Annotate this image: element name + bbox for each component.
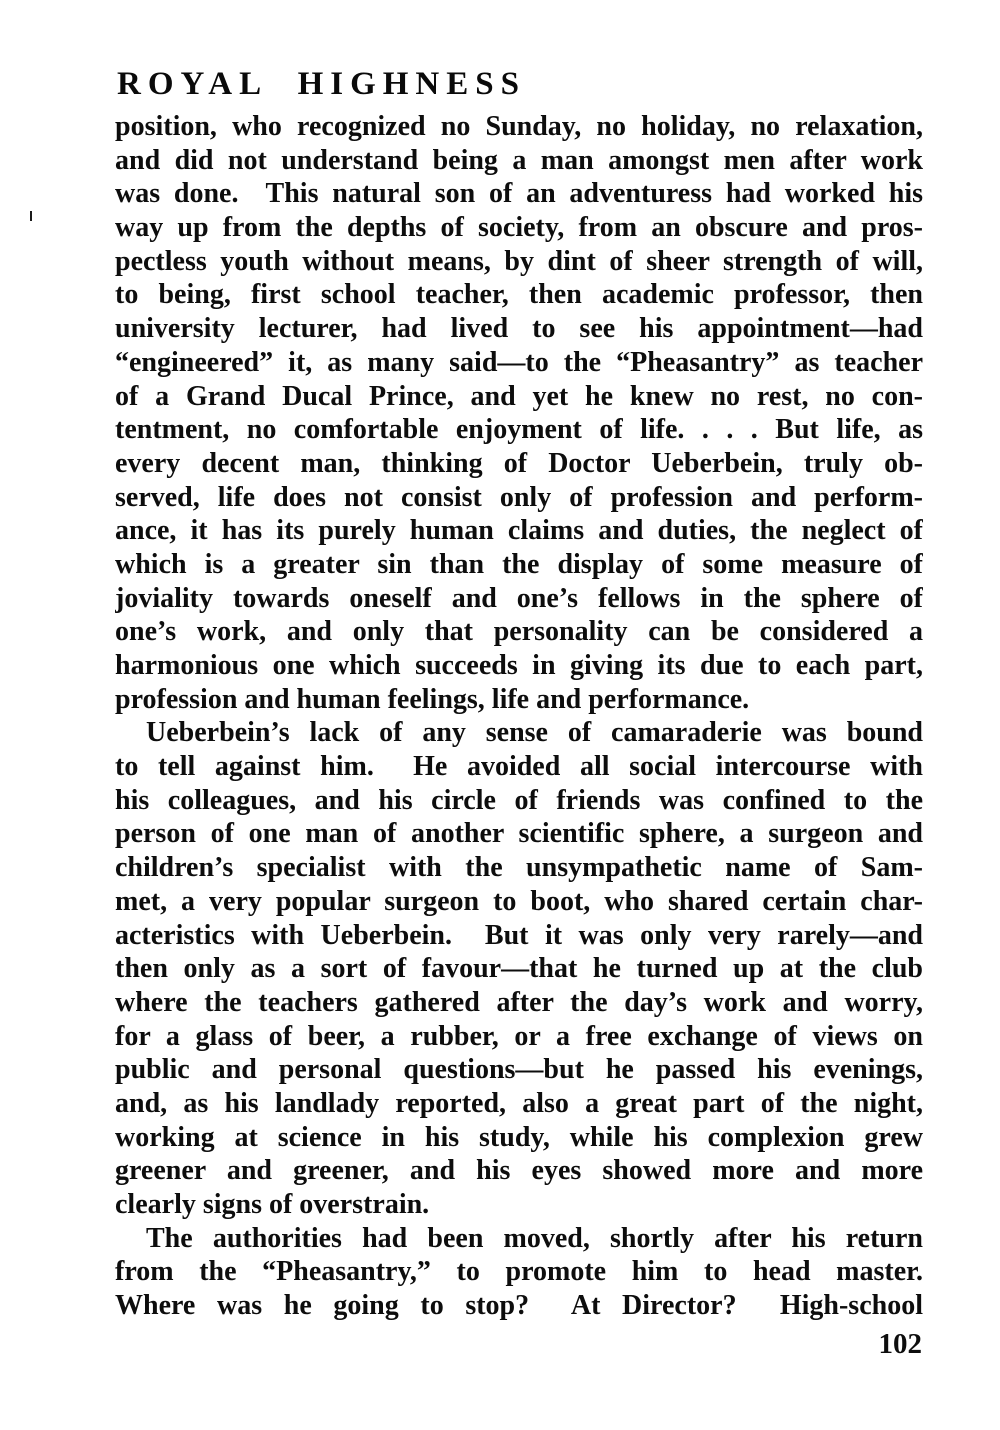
text-line: to being, first school teacher, then academic professor, then (115, 279, 923, 311)
text-line: profession and human feelings, life and performance. (115, 683, 750, 715)
running-header: ROYAL HIGHNESS (117, 66, 526, 102)
text-line: for a glass of beer, a rubber, or a free exchange of views on (115, 1020, 923, 1052)
text-line: of a Grand Ducal Prince, and yet he knew no rest, no con- (115, 380, 923, 412)
text-line: and did not understand being a man amongst men after work (115, 144, 923, 176)
text-line: every decent man, thinking of Doctor Ueberbein, truly ob- (115, 447, 923, 479)
text-line: harmonious one which succeeds in giving its due to each part, (115, 650, 923, 681)
text-line: children’s specialist with the unsympathetic name of Sam- (115, 852, 923, 884)
text-line: The authorities had been moved, shortly after his return (146, 1222, 923, 1254)
text-line: which is a greater sin than the display of some measure of (115, 548, 923, 580)
text-line: one’s work, and only that personality can be considered a (115, 616, 923, 648)
text-line: public and personal questions—but he passed his evenings, (115, 1054, 923, 1086)
text-line: “engineered” it, as many said—to the “Pheasantry” as teacher (115, 346, 923, 378)
text-line: greener and greener, and his eyes showed more and more (115, 1155, 923, 1187)
text-line: and, as his landlady reported, also a great part of the night, (115, 1087, 923, 1119)
text-line: clearly signs of overstrain. (115, 1189, 430, 1220)
body-text (115, 110, 923, 1323)
text-line: to tell against him. He avoided all social intercourse with (115, 751, 923, 783)
text-line: served, life does not consist only of profession and perform- (115, 481, 923, 513)
text-line: university lecturer, had lived to see his appointment—had (115, 313, 923, 345)
text-line: where the teachers gathered after the day’s work and worry, (115, 986, 923, 1018)
text-line: his colleagues, and his circle of friends was confined to the (115, 784, 923, 816)
text-line: Ueberbein’s lack of any sense of camaraderie was bound (146, 717, 923, 749)
text-line: pectless youth without means, by dint of sheer strength of will, (115, 245, 923, 277)
text-line: person of one man of another scientific sphere, a surgeon and (115, 818, 923, 850)
text-line: position, who recognized no Sunday, no holiday, no relaxation, (115, 111, 923, 142)
text-line: then only as a sort of favour—that he turned up at the club (115, 953, 923, 985)
text-line: from the “Pheasantry,” to promote him to head master. (115, 1256, 923, 1288)
text-line: Where was he going to stop? At Director? High-school (115, 1290, 923, 1322)
text-line: way up from the depths of society, from an obscure and pros- (115, 212, 923, 244)
page-number: 102 (878, 1328, 922, 1360)
text-line: joviality towards oneself and one’s fellows in the sphere of (115, 582, 923, 614)
text-line: tentment, no comfortable enjoyment of life. . . . But life, as (115, 414, 923, 446)
text-line: ance, it has its purely human claims and duties, the neglect of (115, 515, 923, 547)
text-line: met, a very popular surgeon to boot, who shared certain char- (115, 885, 923, 917)
text-line: working at science in his study, while his complexion grew (115, 1121, 923, 1153)
scan-artifact-mark (30, 211, 32, 221)
text-line: acteristics with Ueberbein. But it was only very rarely—and (115, 919, 923, 951)
text-line: was done. This natural son of an adventuress had worked his (115, 178, 923, 210)
